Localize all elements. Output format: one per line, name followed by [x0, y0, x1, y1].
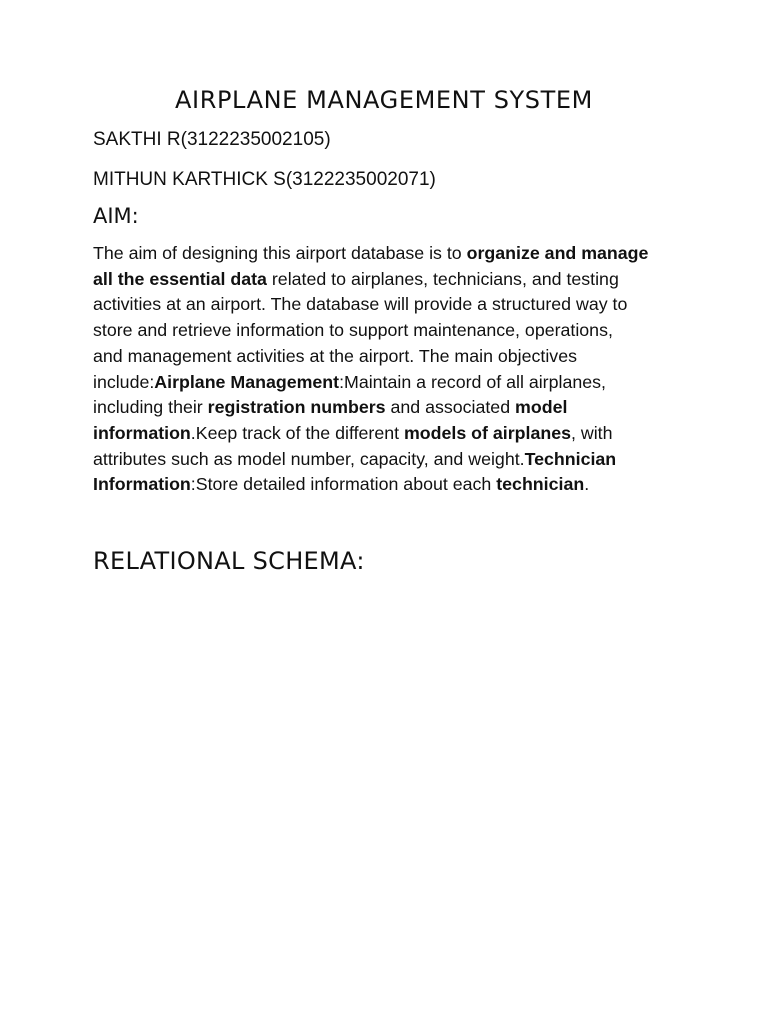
aim-bold-text: Airplane Management [154, 371, 340, 392]
relational-schema-heading: RELATIONAL SCHEMA: [93, 547, 365, 575]
aim-text: .Keep track of the different [190, 422, 404, 443]
aim-bold-text: information [93, 422, 191, 443]
author-2: MITHUN KARTHICK S(3122235002071) [93, 169, 436, 190]
aim-bold-text: models of airplanes [403, 422, 571, 443]
aim-text: attributes such as model number, capacity, and weight. [93, 448, 525, 469]
aim-bold-text: Information [93, 474, 191, 495]
aim-text: The aim of designing this airport database is to [93, 243, 467, 263]
aim-bold-text: all the essential data [93, 268, 267, 289]
aim-text: related to airplanes, technicians, and testing [266, 268, 619, 289]
aim-text: . [584, 474, 590, 495]
aim-heading: AIM: [93, 204, 139, 228]
aim-line [93, 267, 683, 293]
aim-text: store and retrieve information to support maintenance, operations, [93, 320, 613, 341]
aim-line [93, 421, 683, 447]
aim-text: :Maintain a record of all airplanes, [339, 371, 606, 392]
aim-line [93, 318, 683, 344]
aim-text: include: [93, 371, 155, 392]
aim-paragraph [93, 241, 683, 498]
document-title: AIRPLANE MANAGEMENT SYSTEM [175, 86, 593, 114]
aim-bold-text: model [515, 397, 568, 418]
aim-line [93, 395, 683, 421]
aim-line [93, 447, 683, 473]
aim-text: activities at an airport. The database will provide a structured way to [93, 294, 628, 315]
aim-text: including their [93, 397, 208, 418]
aim-bold-text: Technician [524, 448, 617, 469]
aim-bold-text: registration numbers [207, 397, 386, 418]
aim-text: and management activities at the airport. The main objectives [93, 345, 577, 366]
aim-text: , with [570, 422, 613, 443]
aim-bold-text: organize and manage [466, 243, 649, 263]
aim-line [93, 472, 683, 498]
aim-line [93, 370, 683, 396]
author-1: SAKTHI R(3122235002105) [93, 129, 331, 150]
aim-line [93, 241, 683, 267]
aim-text: :Store detailed information about each [190, 474, 497, 495]
aim-bold-text: technician [496, 474, 585, 495]
aim-text: and associated [385, 397, 516, 418]
aim-line [93, 344, 683, 370]
aim-line [93, 292, 683, 318]
